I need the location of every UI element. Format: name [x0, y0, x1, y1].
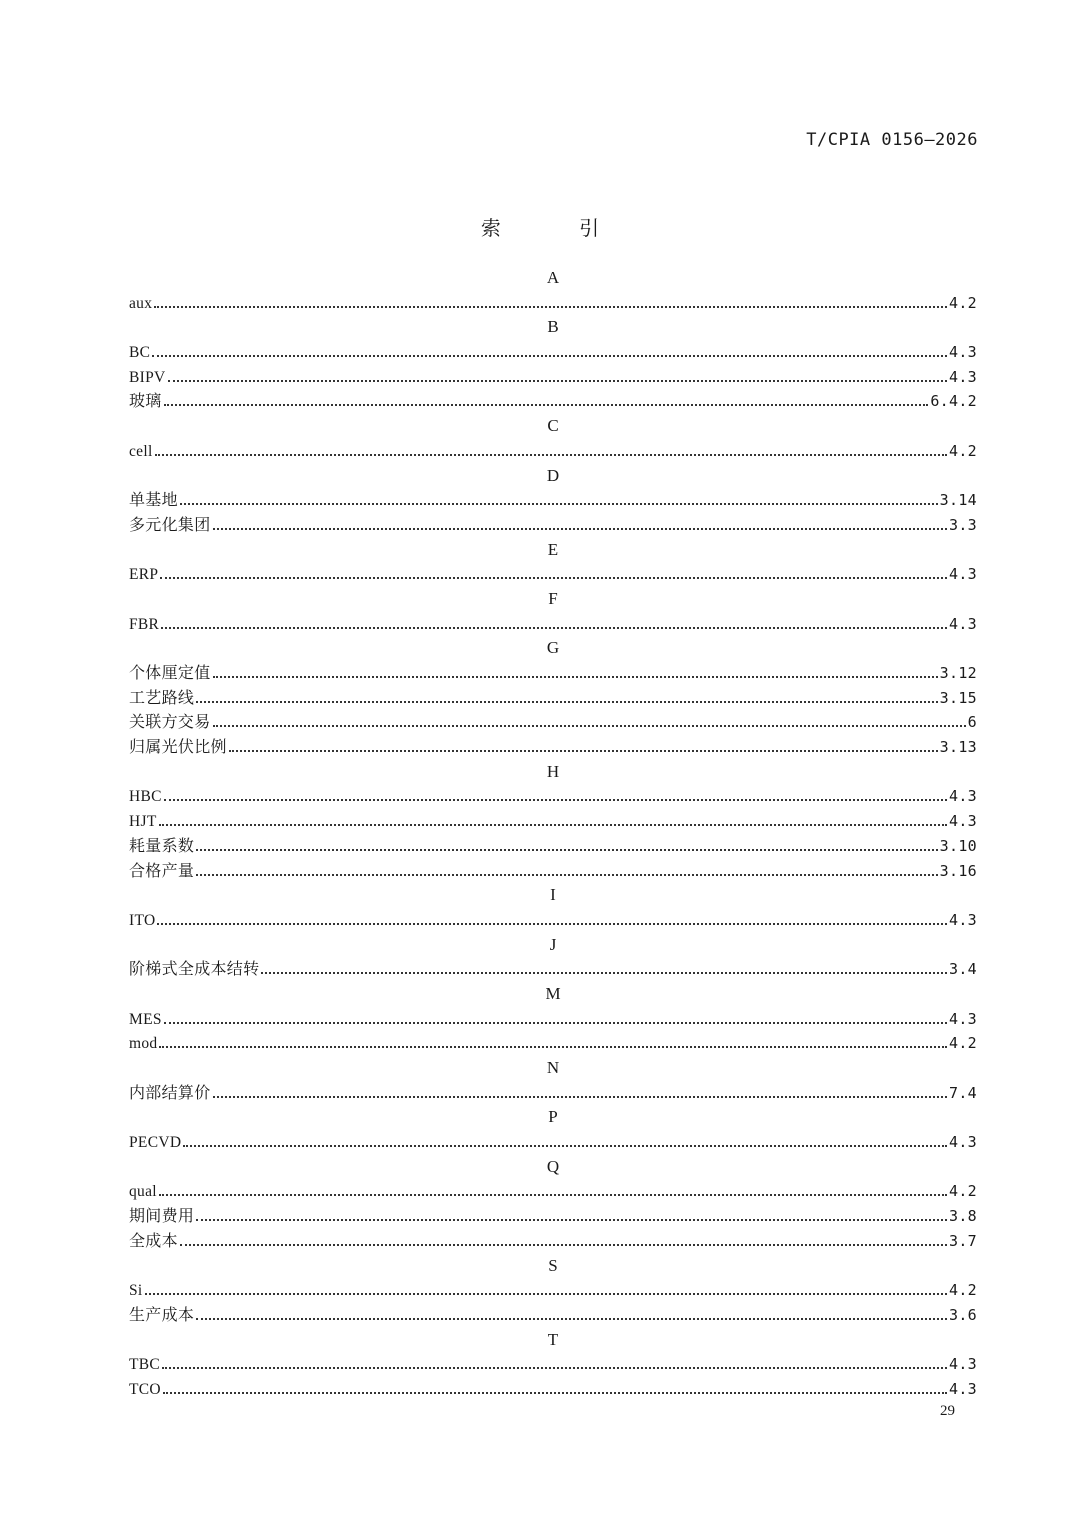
index-reference: 4.3	[949, 343, 977, 362]
dot-leader	[180, 1244, 947, 1246]
index-entry	[129, 1007, 977, 1032]
index-reference: 3.10	[939, 836, 977, 855]
index-entry	[129, 834, 977, 859]
index-entry	[129, 908, 977, 933]
index-list	[129, 266, 977, 1402]
index-term: 期间费用	[129, 1206, 195, 1226]
index-term: BIPV	[129, 368, 166, 386]
section-letter: F	[548, 588, 558, 608]
dot-leader	[161, 627, 947, 629]
dot-leader	[183, 1145, 947, 1147]
index-entry	[129, 784, 977, 809]
index-reference: 4.3	[949, 1133, 977, 1152]
index-term: 归属光伏比例	[129, 737, 227, 757]
index-reference: 3.13	[939, 738, 977, 757]
index-entry	[129, 1179, 977, 1204]
page-title: 索 引	[480, 216, 636, 240]
dot-leader	[213, 725, 966, 727]
index-entry	[129, 1031, 977, 1056]
index-entry	[129, 562, 977, 587]
index-reference: 3.12	[939, 664, 977, 682]
dot-leader	[154, 306, 947, 308]
index-entry	[129, 488, 977, 513]
index-reference: 4.2	[949, 1182, 977, 1201]
index-entry	[129, 389, 977, 414]
dot-leader	[163, 1392, 947, 1394]
index-entry	[129, 291, 977, 316]
section-letter: G	[546, 638, 560, 658]
dot-leader	[213, 676, 938, 678]
index-reference: 3.8	[949, 1207, 977, 1226]
index-entry	[129, 1081, 977, 1106]
section-letter: M	[545, 983, 561, 1003]
index-entry	[129, 340, 977, 365]
index-entry	[129, 1229, 977, 1254]
dot-leader	[164, 404, 929, 406]
index-reference: 4.2	[949, 293, 977, 312]
index-reference: 3.4	[949, 960, 977, 979]
index-term: 多元化集团	[129, 514, 211, 534]
dot-leader	[196, 1318, 947, 1320]
index-entry	[129, 1352, 977, 1377]
dot-leader	[196, 1219, 947, 1221]
section-letter: D	[546, 465, 560, 485]
index-entry	[129, 1130, 977, 1155]
index-term: 耗量系数	[129, 835, 195, 855]
index-term: 阶梯式全成本结转	[129, 959, 260, 979]
index-reference: 4.2	[949, 441, 977, 460]
section-letter: C	[547, 416, 559, 436]
index-term: aux	[129, 294, 153, 312]
index-term: Si	[129, 1282, 143, 1300]
dot-leader	[155, 454, 947, 456]
index-entry	[129, 710, 977, 735]
index-term: qual	[129, 1183, 157, 1201]
index-entry	[129, 513, 977, 538]
index-term: 个体厘定值	[129, 663, 211, 682]
dot-leader	[196, 701, 937, 703]
index-reference: 4.3	[949, 910, 977, 929]
dot-leader	[157, 923, 947, 925]
section-letter: Q	[546, 1156, 560, 1176]
index-term: 合格产量	[129, 860, 195, 880]
index-reference: 4.3	[949, 787, 977, 806]
dot-leader	[168, 380, 947, 382]
dot-leader	[196, 849, 937, 851]
section-letter: N	[546, 1058, 560, 1077]
index-reference: 4.3	[949, 812, 977, 831]
index-reference: 6	[967, 713, 977, 732]
dot-leader	[152, 355, 947, 357]
index-term: BC	[129, 344, 151, 362]
dot-leader	[213, 528, 947, 530]
index-entry	[129, 1278, 977, 1303]
dot-leader	[162, 1367, 947, 1369]
index-reference: 4.3	[949, 1009, 977, 1028]
index-entry	[129, 365, 977, 390]
dot-leader	[160, 577, 947, 579]
index-term: cell	[129, 442, 153, 460]
section-letter: H	[546, 761, 560, 781]
index-reference: 4.2	[949, 1281, 977, 1300]
index-reference: 4.3	[949, 367, 977, 386]
index-term: 生产成本	[129, 1304, 195, 1324]
index-entry	[129, 1204, 977, 1229]
index-term: 全成本	[129, 1230, 178, 1250]
section-letter: P	[548, 1107, 558, 1127]
index-reference: 7.4	[949, 1083, 977, 1102]
document-code: T/CPIA 0156—2026	[806, 130, 978, 150]
index-term: PECVD	[129, 1134, 182, 1152]
dot-leader	[213, 1096, 947, 1098]
section-letter: I	[550, 885, 556, 905]
index-entry	[129, 661, 977, 686]
dot-leader	[261, 972, 947, 974]
index-reference: 3.16	[939, 861, 977, 880]
dot-leader	[229, 750, 938, 752]
index-term: TBC	[129, 1356, 161, 1374]
dot-leader	[159, 824, 947, 826]
index-term: mod	[129, 1035, 158, 1053]
index-reference: 4.2	[949, 1034, 977, 1053]
index-term: TCO	[129, 1380, 161, 1398]
index-entry	[129, 1303, 977, 1328]
index-entry	[129, 439, 977, 464]
section-letter: E	[547, 539, 559, 559]
index-reference: 4.3	[949, 614, 977, 633]
section-letter: S	[548, 1255, 558, 1275]
index-term: 内部结算价	[129, 1082, 211, 1102]
dot-leader	[180, 503, 938, 505]
section-letter: J	[549, 934, 557, 954]
index-entry	[129, 809, 977, 834]
index-reference: 4.3	[949, 1379, 977, 1398]
index-term: 工艺路线	[129, 687, 195, 707]
index-reference: 3.14	[939, 491, 977, 510]
index-term: 玻璃	[129, 391, 162, 411]
index-entry	[129, 859, 977, 884]
dot-leader	[196, 874, 937, 876]
dot-leader	[159, 1194, 947, 1196]
index-term: HBC	[129, 788, 162, 806]
index-entry	[129, 612, 977, 637]
index-reference: 3.6	[949, 1305, 977, 1324]
index-term: 单基地	[129, 490, 178, 510]
index-term: ERP	[129, 566, 159, 584]
index-entry	[129, 957, 977, 982]
page-number: 29	[940, 1403, 955, 1419]
index-reference: 6.4.2	[930, 392, 977, 411]
dot-leader	[159, 1046, 947, 1048]
index-entry	[129, 735, 977, 760]
index-entry	[129, 1377, 977, 1402]
index-entry	[129, 686, 977, 711]
index-reference: 4.3	[949, 1355, 977, 1374]
section-letter: A	[546, 268, 560, 287]
dot-leader	[164, 799, 947, 801]
index-reference: 3.15	[939, 688, 977, 707]
dot-leader	[145, 1293, 947, 1295]
index-term: FBR	[129, 615, 160, 633]
section-letter: B	[547, 317, 559, 337]
index-term: 关联方交易	[129, 712, 211, 732]
index-reference: 3.3	[949, 515, 977, 534]
dot-leader	[164, 1022, 947, 1024]
index-term: ITO	[129, 911, 156, 929]
index-reference: 4.3	[949, 565, 977, 584]
index-reference: 3.7	[949, 1231, 977, 1250]
index-term: MES	[129, 1010, 162, 1028]
index-term: HJT	[129, 813, 157, 831]
section-letter: T	[547, 1329, 559, 1349]
